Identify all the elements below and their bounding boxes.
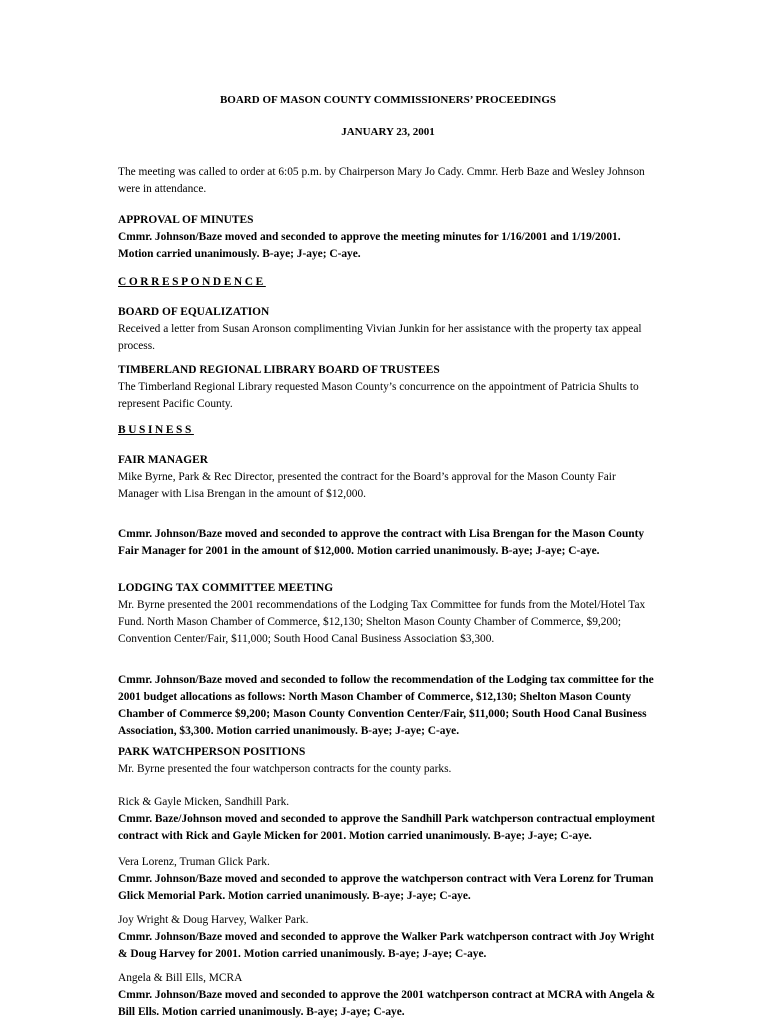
lodging-text: Mr. Byrne presented the 2001 recommendations of the Lodging Tax Committee for funds from the Motel/Hotel Tax Fund. North Mason Chamber of Commerce, $12,130; Shelton Mason County Chamber of Commerce, $9,200; Convention Center/Fair, $11,000; South Hood Canal Business Association $3,300. (118, 599, 646, 645)
equalization-heading: BOARD OF EQUALIZATION (118, 306, 270, 318)
park-item-motion: Cmmr. Johnson/Baze moved and seconded to approve the Walker Park watchperson contract with Joy Wright & Doug Harvey for 2001. Motion carried unanimously. B-aye; J-aye; C-aye. (118, 931, 655, 960)
park-item-motion: Cmmr. Baze/Johnson moved and seconded to approve the Sandhill Park watchperson contractual employment contract with Rick and Gayle Micken for 2001. Motion carried unanimously. B-aye; J-aye; C-aye. (118, 813, 655, 842)
document-title: BOARD OF MASON COUNTY COMMISSIONERS’ PROCEEDINGS (219, 94, 557, 106)
park-item-name: Vera Lorenz, Truman Glick Park. (118, 856, 270, 868)
fair-manager-text: Mike Byrne, Park & Rec Director, presented the contract for the Board’s approval for the Mason County Fair Manager with Lisa Brengan in the amount of $12,000. (118, 471, 616, 500)
intro-paragraph: The meeting was called to order at 6:05 p.m. by Chairperson Mary Jo Cady. Cmmr. Herb Baze and Wesley Johnson were in attendance. (118, 166, 645, 195)
park-section (118, 744, 658, 778)
park-text: Mr. Byrne presented the four watchperson contracts for the county parks. (118, 763, 452, 775)
park-item-name: Joy Wright & Doug Harvey, Walker Park. (118, 914, 309, 926)
equalization-text: Received a letter from Susan Aronson complimenting Vivian Junkin for her assistance with the property tax appeal process. (118, 323, 642, 352)
minutes-section (118, 212, 658, 263)
park-heading: PARK WATCHPERSON POSITIONS (118, 746, 306, 758)
park-item (118, 912, 658, 963)
meeting-date: JANUARY 23, 2001 (341, 126, 435, 138)
equalization-section (118, 304, 658, 355)
lodging-section (118, 580, 658, 648)
lodging-heading: LODGING TAX COMMITTEE MEETING (118, 582, 334, 594)
lodging-motion: Cmmr. Johnson/Baze moved and seconded to follow the recommendation of the Lodging tax committee for the 2001 budget allocations as follows: North Mason Chamber of Commerce, $12,130; Shelton Mason County Chamber of Commerce $9,200; Mason County Convention Center/Fair, $11,000; South Hood Canal Business Association, $3,300. Motion carried unanimously. B-aye; J-aye; C-aye. (118, 674, 654, 737)
fair-manager-section (118, 452, 658, 503)
minutes-motion: Cmmr. Johnson/Baze moved and seconded to approve the meeting minutes for 1/16/2001 and 1/19/2001. Motion carried unanimously. B-aye; J-aye; C-aye. (118, 231, 621, 260)
correspondence-heading: CORRESPONDENCE (118, 276, 266, 288)
business-heading: BUSINESS (118, 424, 194, 436)
fair-manager-heading: FAIR MANAGER (118, 454, 208, 466)
minutes-heading: APPROVAL OF MINUTES (118, 214, 254, 226)
library-section (118, 362, 658, 413)
park-item-name: Rick & Gayle Micken, Sandhill Park. (118, 796, 290, 808)
park-item-motion: Cmmr. Johnson/Baze moved and seconded to approve the watchperson contract with Vera Lorenz for Truman Glick Memorial Park. Motion carried unanimously. B-aye; J-aye; C-aye. (118, 873, 654, 902)
park-item-name: Angela & Bill Ells, MCRA (118, 972, 243, 984)
fair-manager-motion: Cmmr. Johnson/Baze moved and seconded to approve the contract with Lisa Brengan for the Mason County Fair Manager for 2001 in the amount of $12,000. Motion carried unanimously. B-aye; J-aye; C-aye. (118, 528, 645, 557)
park-item-motion: Cmmr. Johnson/Baze moved and seconded to approve the 2001 watchperson contract at MCRA with Angela & Bill Ells. Motion carried unanimously. B-aye; J-aye; C-aye. (118, 989, 656, 1018)
park-item (118, 854, 658, 905)
library-text: The Timberland Regional Library requested Mason County’s concurrence on the appointment of Patricia Shults to represent Pacific County. (118, 381, 639, 410)
park-item (118, 794, 658, 845)
park-item (118, 970, 658, 1021)
library-heading: TIMBERLAND REGIONAL LIBRARY BOARD OF TRUSTEES (118, 364, 440, 376)
